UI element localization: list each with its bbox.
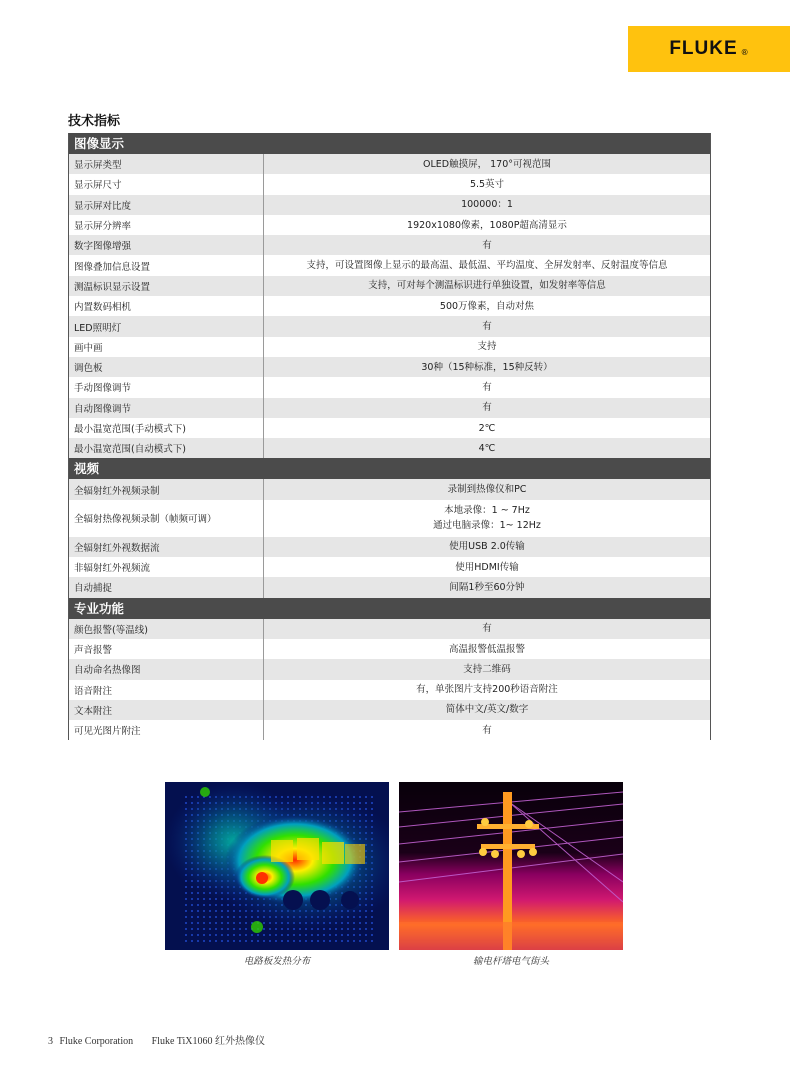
- spec-label: 全辐射红外视频录制: [69, 479, 264, 499]
- spec-value: [264, 174, 710, 194]
- spec-label: 显示屏尺寸: [69, 174, 264, 194]
- spec-value-line: 通过电脑录像：1~ 12Hz: [433, 520, 541, 532]
- table-row: [69, 659, 710, 679]
- footer-product: Fluke TiX1060 红外热像仪: [151, 1036, 265, 1047]
- fluke-logo: [628, 26, 790, 72]
- spec-label: 文本附注: [69, 700, 264, 720]
- spec-value-line: 支持，可设置图像上显示的最高温、最低温、平均温度、全屏发射率、反射温度等信息: [306, 260, 668, 272]
- spec-label: 全辐射热像视频录制（帧频可调）: [69, 500, 264, 537]
- table-row: [69, 316, 710, 336]
- spec-value: [264, 557, 710, 577]
- table-row: [69, 337, 710, 357]
- brand-name: FLUKE: [669, 38, 738, 59]
- spec-label: 声音报警: [69, 639, 264, 659]
- spec-value-line: 1920x1080像素，1080P超高清显示: [407, 219, 567, 231]
- spec-value: [264, 438, 710, 458]
- spec-value-line: 简体中文/英文/数字: [445, 704, 529, 716]
- section-heading: 专业功能: [69, 598, 710, 619]
- spec-value: [264, 700, 710, 720]
- table-row: [69, 296, 710, 316]
- spec-value-line: 4℃: [478, 442, 496, 454]
- spec-label: 图像叠加信息设置: [69, 255, 264, 275]
- spec-label: 语音附注: [69, 680, 264, 700]
- spec-value: [264, 255, 710, 275]
- spec-value-line: 30种（15种标准，15种反转）: [421, 361, 553, 373]
- circuit-board-thermal-image: [165, 782, 389, 950]
- table-row: [69, 500, 710, 537]
- spec-value: [264, 276, 710, 296]
- spec-label: 非辐射红外视频流: [69, 557, 264, 577]
- table-row: [69, 215, 710, 235]
- footer-company: Fluke Corporation: [59, 1036, 134, 1047]
- spec-label: 最小温宽范围(手动模式下): [69, 418, 264, 438]
- spec-value: [264, 479, 710, 499]
- table-row: [69, 438, 710, 458]
- spec-label: 手动图像调节: [69, 377, 264, 397]
- spec-value-line: 有: [482, 239, 492, 251]
- section-heading: 视频: [69, 458, 710, 479]
- table-row: [69, 195, 710, 215]
- spec-value: [264, 377, 710, 397]
- spec-label: 可见光图片附注: [69, 720, 264, 740]
- table-row: [69, 235, 710, 255]
- spec-label: LED照明灯: [69, 316, 264, 336]
- spec-value: [264, 680, 710, 700]
- spec-value: [264, 235, 710, 255]
- spec-label: 画中画: [69, 337, 264, 357]
- spec-label: 显示屏分辨率: [69, 215, 264, 235]
- spec-value-line: 有: [482, 381, 492, 393]
- page-title: 技术指标: [68, 114, 121, 129]
- spec-value: [264, 720, 710, 740]
- spec-value-line: 有: [482, 402, 492, 414]
- spec-value: [264, 398, 710, 418]
- table-row: [69, 418, 710, 438]
- footer: [48, 1032, 269, 1047]
- spec-value: [264, 357, 710, 377]
- spec-value-line: OLED触摸屏， 170°可视范围: [423, 158, 551, 170]
- spec-label: 调色板: [69, 357, 264, 377]
- table-row: [69, 537, 710, 557]
- spec-value: [264, 659, 710, 679]
- power-pole-thermal-image: [399, 782, 623, 950]
- spec-value-line: 有: [482, 321, 492, 333]
- spec-label: 显示屏类型: [69, 154, 264, 174]
- spec-value-line: 500万像素，自动对焦: [439, 300, 535, 312]
- table-row: [69, 398, 710, 418]
- spec-value: [264, 316, 710, 336]
- spec-label: 自动捕捉: [69, 577, 264, 597]
- spec-value-line: 录制到热像仪和PC: [447, 484, 527, 496]
- table-row: [69, 680, 710, 700]
- spec-value-line: 有，单张图片支持200秒语音附注: [416, 684, 558, 696]
- spec-value-line: 使用USB 2.0传输: [449, 541, 525, 553]
- spec-value: [264, 418, 710, 438]
- image-caption-2: 输电杆塔电气街头: [472, 956, 549, 967]
- spec-value: [264, 296, 710, 316]
- spec-value: [264, 337, 710, 357]
- spec-value: [264, 215, 710, 235]
- spec-value-line: 支持: [477, 341, 497, 353]
- spec-label: 内置数码相机: [69, 296, 264, 316]
- spec-value-line: 100000：1: [461, 199, 513, 211]
- spec-value: [264, 154, 710, 174]
- spec-value: [264, 577, 710, 597]
- spec-value-line: 2℃: [478, 422, 496, 434]
- spec-label: 显示屏对比度: [69, 195, 264, 215]
- spec-value-line: 本地录像：1 ~ 7Hz: [444, 505, 530, 517]
- table-row: [69, 377, 710, 397]
- table-row: [69, 479, 710, 499]
- table-row: [69, 557, 710, 577]
- table-row: [69, 700, 710, 720]
- spec-value-line: 支持二维码: [463, 663, 511, 675]
- image-caption-1: 电路板发热分布: [243, 956, 311, 967]
- table-row: [69, 577, 710, 597]
- page-number: 3: [48, 1036, 53, 1047]
- spec-label: 最小温宽范围(自动模式下): [69, 438, 264, 458]
- spec-value-line: 5.5英寸: [469, 178, 505, 190]
- spec-label: 测温标识显示设置: [69, 276, 264, 296]
- spec-value: [264, 619, 710, 639]
- table-row: [69, 154, 710, 174]
- spec-label: 自动图像调节: [69, 398, 264, 418]
- table-row: [69, 357, 710, 377]
- spec-value-line: 间隔1秒至60分钟: [449, 581, 525, 593]
- spec-label: 自动命名热像图: [69, 659, 264, 679]
- table-row: [69, 720, 710, 740]
- spec-table: [68, 133, 711, 740]
- spec-label: 数字图像增强: [69, 235, 264, 255]
- spec-value: [264, 639, 710, 659]
- section-heading: 图像显示: [69, 133, 710, 154]
- spec-label: 颜色报警(等温线): [69, 619, 264, 639]
- brand-reg: ®: [740, 47, 749, 57]
- spec-value-line: 有: [482, 623, 492, 635]
- table-row: [69, 174, 710, 194]
- spec-value-line: 有: [482, 724, 492, 736]
- spec-value-line: 支持，可对每个测温标识进行单独设置，如发射率等信息: [368, 280, 606, 292]
- table-row: [69, 276, 710, 296]
- spec-value-line: 高温报警低温报警: [448, 643, 525, 655]
- spec-value: [264, 537, 710, 557]
- table-row: [69, 639, 710, 659]
- spec-label: 全辐射红外视数据流: [69, 537, 264, 557]
- table-row: [69, 619, 710, 639]
- spec-value-line: 使用HDMI传输: [455, 561, 519, 573]
- spec-value: [264, 195, 710, 215]
- table-row: [69, 255, 710, 275]
- spec-value: [264, 500, 710, 537]
